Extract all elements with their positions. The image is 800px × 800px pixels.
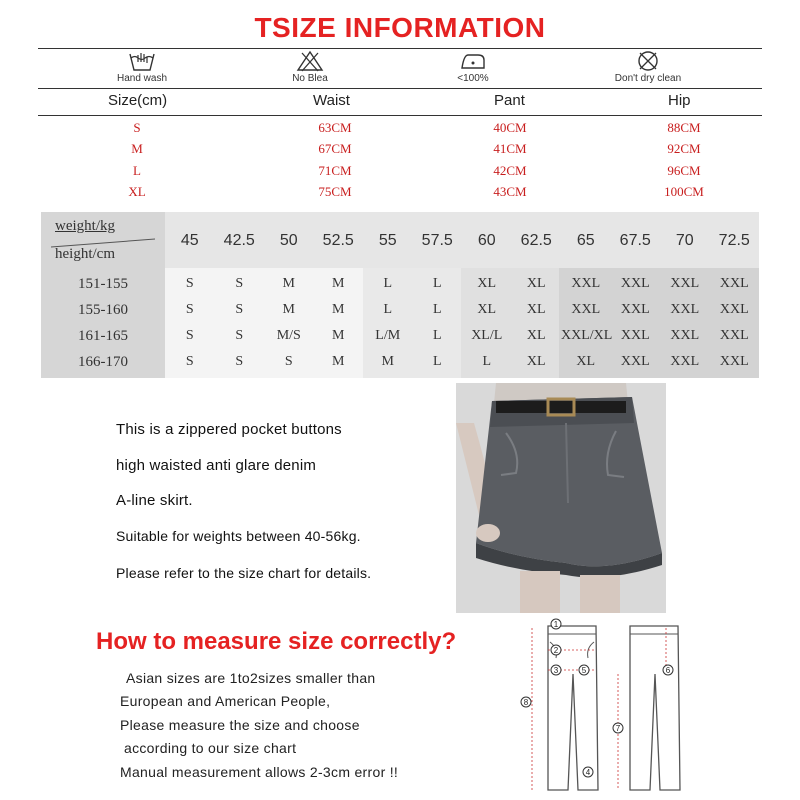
denim-skirt-illustration	[456, 383, 666, 613]
product-photo	[456, 383, 666, 613]
size-grid-cell: L	[383, 276, 393, 291]
size-cell: XL	[128, 184, 146, 199]
svg-text:8: 8	[523, 698, 529, 707]
marker-1	[551, 619, 561, 629]
svg-text:2: 2	[553, 646, 559, 655]
care-iron	[413, 50, 533, 84]
care-label: No Blea	[292, 73, 328, 84]
waist-cell: 67CM	[318, 141, 352, 156]
marker-5	[579, 665, 589, 675]
waist-cell: 63CM	[318, 120, 352, 135]
note-line-2: European and American People,	[120, 693, 331, 709]
size-grid-cell: XL	[526, 354, 546, 369]
size-grid-cell: S	[235, 328, 244, 343]
care-label: Hand wash	[116, 73, 168, 84]
size-grid-cell: XXL	[719, 302, 749, 317]
size-grid-cell: S	[185, 302, 194, 317]
svg-text:4: 4	[585, 768, 591, 777]
header-waist: Waist	[313, 92, 350, 109]
size-grid-cell: XXL/XL	[561, 328, 613, 343]
size-grid-cell: XXL	[670, 276, 700, 291]
size-grid-cell: L	[432, 328, 442, 343]
pant-cell: 42CM	[493, 163, 527, 178]
size-grid-cell: XXL	[620, 328, 650, 343]
marker-3	[551, 665, 561, 675]
height-label-cell: 161-165	[78, 328, 128, 344]
header-size: Size(cm)	[108, 92, 168, 109]
size-grid-cell: XL	[576, 354, 596, 369]
size-grid-cell: XL	[526, 276, 546, 291]
size-grid-cell: XXL	[719, 276, 749, 291]
height-label-cell: 151-155	[78, 276, 128, 292]
size-grid-cell: XXL	[670, 328, 700, 343]
weight-header-cell: 70	[675, 232, 694, 249]
description-line-3: A-line skirt.	[116, 492, 193, 509]
size-grid-cell: XXL	[620, 354, 650, 369]
size-grid-cell: M	[282, 276, 295, 291]
size-grid-cell: XL	[477, 276, 497, 291]
size-grid-cell: XXL	[719, 354, 749, 369]
pant-cell: 41CM	[493, 141, 527, 156]
size-grid-cell: S	[235, 354, 244, 369]
waist-cell: 75CM	[318, 184, 352, 199]
size-grid-cell: XL	[526, 302, 546, 317]
size-grid-cell: S	[185, 328, 194, 343]
weight-header-cell: 45	[180, 232, 199, 249]
corner-diagonal	[51, 238, 155, 248]
svg-text:5: 5	[581, 666, 587, 675]
weight-header-cell: 72.5	[718, 232, 750, 249]
size-grid-cell: XXL	[620, 302, 650, 317]
page-title: TSIZE INFORMATION	[254, 12, 546, 43]
weight-header-cell: 42.5	[223, 232, 255, 249]
size-grid-cell: S	[235, 276, 244, 291]
size-grid-cell: XXL	[670, 354, 700, 369]
care-label: <100%	[457, 73, 489, 84]
note-line-3: Please measure the size and choose	[120, 717, 360, 733]
care-hand-wash	[82, 50, 202, 84]
size-grid-cell: M	[332, 302, 345, 317]
hip-cell: 100CM	[664, 184, 704, 199]
weight-height-grid	[41, 212, 759, 378]
size-grid-cell: S	[185, 354, 194, 369]
weight-header-cell: 52.5	[322, 232, 354, 249]
svg-text:7: 7	[615, 724, 621, 733]
pant-cell: 43CM	[493, 184, 527, 199]
description-line-1: This is a zippered pocket buttons	[116, 421, 342, 438]
note-line-1: Asian sizes are 1to2sizes smaller than	[126, 670, 376, 686]
size-grid-cell: XXL	[670, 302, 700, 317]
weight-header-cell: 60	[477, 232, 496, 249]
height-label-cell: 155-160	[78, 302, 128, 318]
size-grid-cell: S	[185, 276, 194, 291]
weight-header-cell: 62.5	[520, 232, 552, 249]
size-grid-cell: L	[383, 302, 393, 317]
size-grid-cell: L	[432, 354, 442, 369]
size-grid-cell: XXL	[571, 276, 601, 291]
size-cell: M	[131, 141, 143, 156]
size-grid-cell: L	[432, 302, 442, 317]
svg-text:1: 1	[553, 620, 559, 629]
no-bleach-icon	[296, 50, 324, 72]
size-grid-cell: M	[282, 302, 295, 317]
size-grid-cell: M	[381, 354, 394, 369]
no-dry-clean-icon	[634, 50, 662, 72]
marker-2	[551, 645, 561, 655]
marker-7	[613, 723, 623, 733]
svg-text:6: 6	[665, 666, 671, 675]
weight-header-cell: 55	[378, 232, 397, 249]
care-label: Don't dry clean	[614, 73, 682, 84]
weight-label: weight/kg	[55, 218, 115, 234]
size-grid-cell: L/M	[375, 328, 401, 343]
hand-wash-icon	[128, 50, 156, 72]
size-grid-cell: L	[432, 276, 442, 291]
size-cell: S	[133, 120, 141, 135]
size-grid-cell: S	[235, 302, 244, 317]
size-grid-cell: M	[332, 328, 345, 343]
height-label-cell: 166-170	[78, 354, 128, 370]
hip-cell: 96CM	[667, 163, 701, 178]
description-line-4: Suitable for weights between 40-56kg.	[116, 528, 361, 544]
weight-header-cell: 67.5	[619, 232, 651, 249]
svg-text:3: 3	[553, 666, 559, 675]
header-hip: Hip	[668, 92, 691, 109]
size-grid-cell: XL	[477, 302, 497, 317]
marker-4	[583, 767, 593, 777]
howto-title: How to measure size correctly?	[96, 628, 457, 655]
weight-header-cell: 57.5	[421, 232, 453, 249]
iron-icon	[459, 50, 487, 72]
note-line-5: Manual measurement allows 2-3cm error !!	[120, 764, 399, 780]
size-grid-cell: S	[284, 354, 293, 369]
size-grid-cell: XL	[526, 328, 546, 343]
hip-cell: 92CM	[667, 141, 701, 156]
size-grid-cell: XXL	[620, 276, 650, 291]
pants-measurement-diagram	[518, 614, 700, 800]
care-no-dry-clean	[588, 50, 708, 84]
height-label: height/cm	[55, 246, 115, 262]
divider	[38, 48, 762, 49]
weight-header-cell: 65	[576, 232, 595, 249]
size-grid-cell: M	[332, 354, 345, 369]
description-line-2: high waisted anti glare denim	[116, 457, 317, 474]
marker-6	[663, 665, 673, 675]
description-line-5: Please refer to the size chart for details.	[116, 565, 372, 581]
header-pant: Pant	[494, 92, 525, 109]
note-line-4: according to our size chart	[124, 740, 297, 756]
size-grid-cell: M	[332, 276, 345, 291]
waist-cell: 71CM	[318, 163, 352, 178]
size-grid-cell: M/S	[276, 328, 301, 343]
divider	[38, 115, 762, 116]
marker-8	[521, 697, 531, 707]
care-no-bleach	[250, 50, 370, 84]
size-grid-cell: XXL	[571, 302, 601, 317]
pant-cell: 40CM	[493, 120, 527, 135]
size-cell: L	[133, 163, 141, 178]
size-grid-cell: XL/L	[471, 328, 503, 343]
size-grid-cell: XXL	[719, 328, 749, 343]
weight-header-cell: 50	[279, 232, 298, 249]
size-grid-cell: L	[482, 354, 492, 369]
hip-cell: 88CM	[667, 120, 701, 135]
divider	[38, 88, 762, 89]
